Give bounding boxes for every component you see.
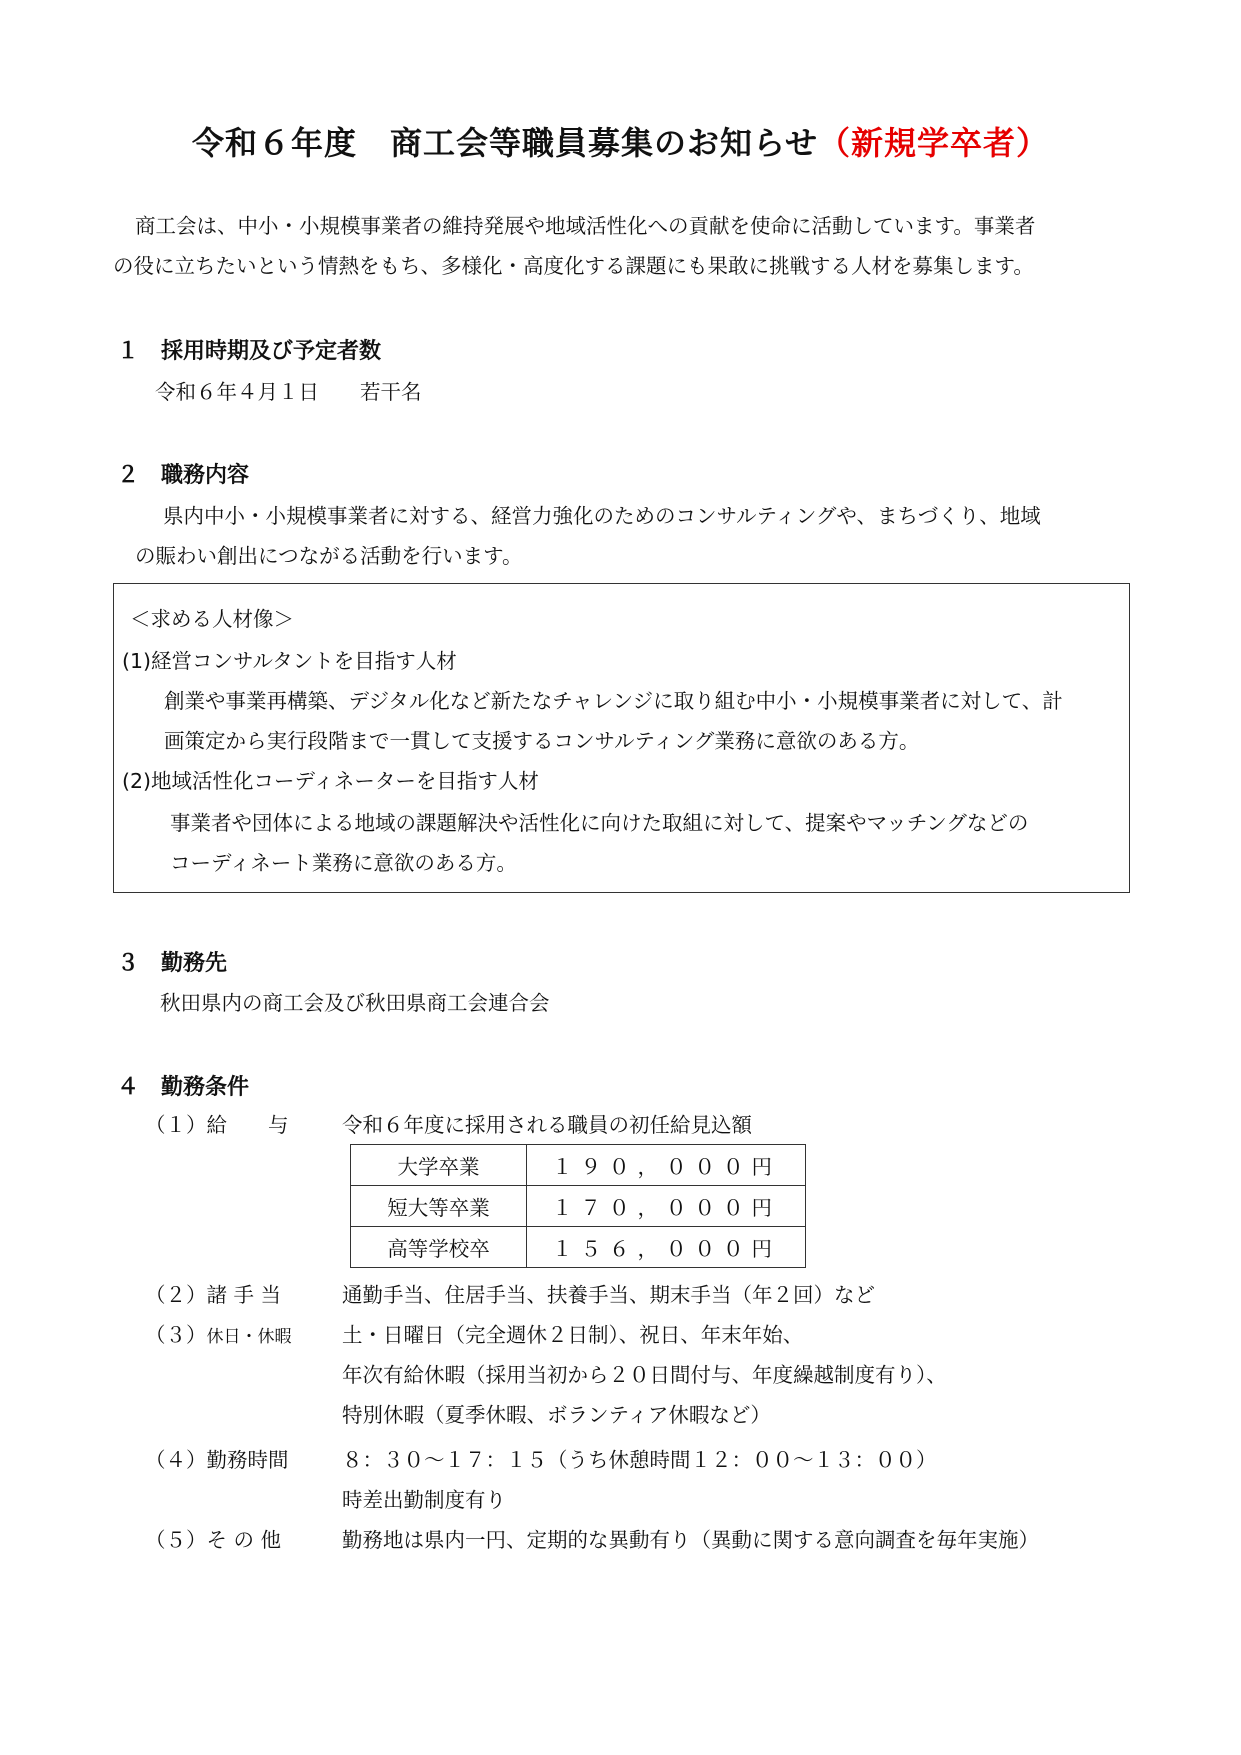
holidays-label-text: 休日・休暇 [206, 1327, 292, 1347]
table-row [351, 1227, 806, 1268]
salary-category: 短大等卒業 [351, 1186, 527, 1227]
section-3-text: 秋田県内の商工会及び秋田県商工会連合会 [160, 991, 550, 1015]
salary-text: 令和６年度に採用される職員の初任給見込額 [342, 1113, 752, 1137]
salary-label: （１）給 与 [145, 1113, 289, 1137]
profile-item-2-line-2: コーディネート業務に意欲のある方。 [170, 851, 517, 875]
allowance-label: （２）諸 手 当 [145, 1283, 282, 1307]
table-row [351, 1145, 806, 1186]
table-row [351, 1186, 806, 1227]
profile-item-2-line-1: 事業者や団体による地域の課題解決や活性化に向けた取組に対して、提案やマッチングなどの [170, 811, 1029, 835]
salary-table [350, 1144, 806, 1268]
other-text: 勤務地は県内一円、定期的な異動有り（異動に関する意向調査を毎年実施） [342, 1528, 1039, 1552]
title-highlight: （新規学卒者） [818, 124, 1050, 162]
salary-category: 高等学校卒 [351, 1227, 527, 1268]
hours-line-1: ８：３０～１７：１５（うち休憩時間１２：００～１３：００） [342, 1448, 937, 1472]
profile-item-1-title: (1)経営コンサルタントを目指す人材 [122, 649, 457, 673]
profile-box [113, 583, 1130, 893]
section-2-heading [117, 458, 249, 489]
section-3-number: ３ [117, 951, 140, 976]
section-2-title: 職務内容 [161, 463, 250, 488]
section-3-title: 勤務先 [161, 951, 228, 976]
section-2-number: ２ [117, 463, 140, 488]
other-label: （５）そ の 他 [145, 1528, 282, 1552]
section-2-line-2: の賑わい創出につながる活動を行います。 [135, 544, 523, 568]
title-main: 令和６年度 商工会等職員募集のお知らせ [191, 124, 819, 162]
section-1-title: 採用時期及び予定者数 [161, 339, 382, 364]
holidays-line-2: 年次有給休暇（採用当初から２０日間付与、年度繰越制度有り）、 [342, 1363, 947, 1387]
holidays-line-3: 特別休暇（夏季休暇、ボランティア休暇など） [342, 1403, 771, 1427]
salary-amount: １７０，０００円 [527, 1186, 806, 1227]
holidays-line-1: 土・日曜日（完全週休２日制）、祝日、年末年始、 [342, 1323, 804, 1347]
section-4-title: 勤務条件 [161, 1075, 250, 1100]
hours-label: （４）勤務時間 [145, 1448, 289, 1472]
intro-line-1: 商工会は、中小・小規模事業者の維持発展や地域活性化への貢献を使命に活動しています。事業者 [135, 214, 1036, 238]
holidays-label [145, 1318, 292, 1348]
profile-box-heading: ＜求める人材像＞ [130, 607, 294, 631]
salary-amount: １９０，０００円 [527, 1145, 806, 1186]
section-4-heading [117, 1070, 249, 1101]
intro-line-2: の役に立ちたいという情熱をもち、多様化・高度化する課題にも果敢に挑戦する人材を募集します。 [113, 254, 1034, 278]
salary-amount: １５６，０００円 [527, 1227, 806, 1268]
section-2-line-1: 県内中小・小規模事業者に対する、経営力強化のためのコンサルティングや、まちづくり、地域 [163, 504, 1041, 528]
page-title [0, 118, 1241, 164]
profile-item-2-title: (2)地域活性化コーディネーターを目指す人材 [122, 769, 539, 793]
hours-line-2: 時差出勤制度有り [342, 1488, 506, 1512]
profile-item-1-line-2: 画策定から実行段階まで一貫して支援するコンサルティング業務に意欲のある方。 [164, 729, 920, 753]
allowance-text: 通勤手当、住居手当、扶養手当、期末手当（年２回）など [342, 1283, 875, 1307]
section-1-text: 令和６年４月１日 若干名 [155, 380, 422, 404]
salary-category: 大学卒業 [351, 1145, 527, 1186]
profile-item-1-line-1: 創業や事業再構築、デジタル化など新たなチャレンジに取り組む中小・小規模事業者に対して、計 [164, 689, 1063, 713]
section-4-number: ４ [117, 1075, 140, 1100]
section-1-number: １ [117, 339, 140, 364]
section-1-heading [117, 334, 381, 365]
holidays-label-prefix: （３） [145, 1323, 207, 1347]
section-3-heading [117, 946, 227, 977]
